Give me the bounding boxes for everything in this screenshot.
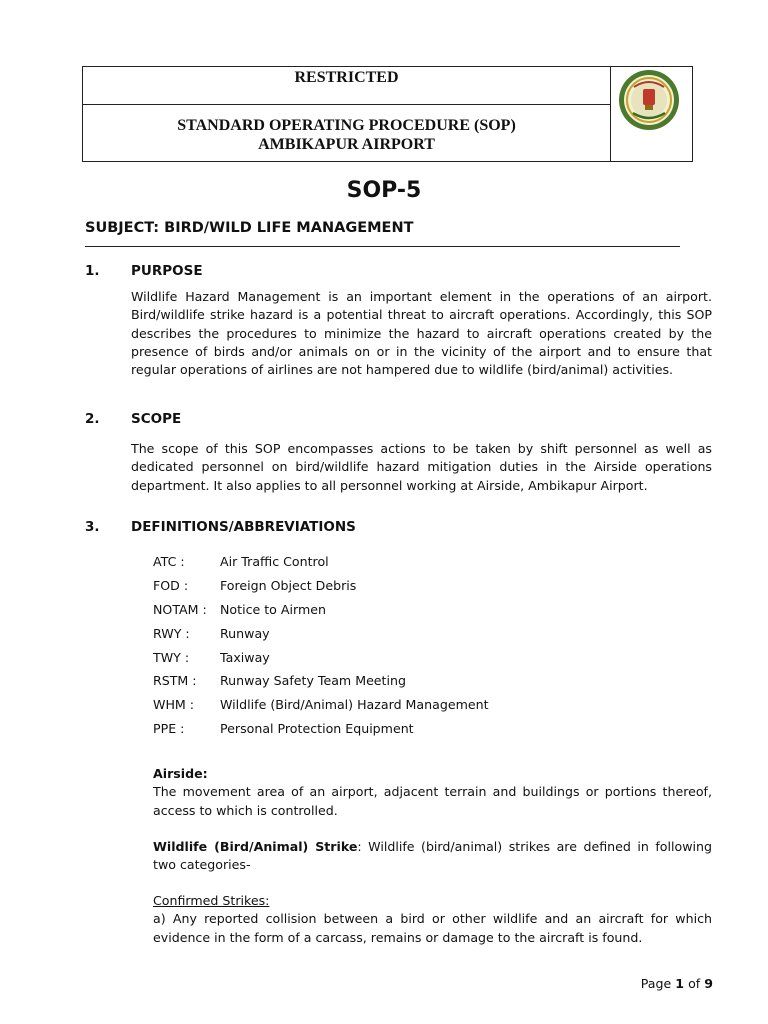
airside-term: Airside: [153, 766, 208, 781]
state-emblem-icon [618, 69, 680, 131]
page-label: Page [640, 976, 672, 991]
section-3-heading: DEFINITIONS/ABBREVIATIONS [131, 519, 356, 535]
definition-abbr: PPE : [153, 721, 185, 737]
total-pages: 9 [704, 976, 713, 991]
definition-meaning: Personal Protection Equipment [220, 721, 414, 737]
confirmed-strikes-term: Confirmed Strikes: [153, 893, 270, 908]
definition-abbr: FOD : [153, 577, 189, 593]
document-header [82, 66, 693, 162]
airside-definition [153, 765, 712, 820]
definition-meaning: Taxiway [220, 649, 270, 665]
definition-row [153, 553, 489, 577]
definition-meaning: Air Traffic Control [220, 554, 329, 569]
definition-meaning: Runway [220, 625, 270, 641]
page-number: 1 [675, 976, 685, 991]
definition-row [153, 720, 489, 744]
definition-row [153, 601, 489, 625]
definition-abbr: TWY : [153, 649, 190, 665]
definition-abbr: ATC : [153, 554, 185, 569]
wildlife-strike-term: Wildlife (Bird/Animal) Strike [153, 839, 358, 854]
definition-abbr: WHM : [153, 697, 195, 713]
definition-abbr: NOTAM : [153, 601, 207, 617]
definition-meaning: Notice to Airmen [220, 601, 326, 617]
definition-meaning: Foreign Object Debris [220, 577, 357, 593]
subject-heading: SUBJECT: BIRD/WILD LIFE MANAGEMENT [85, 220, 414, 236]
wildlife-strike-text: : Wildlife (bird/animal) strikes are defined in following two categories- [153, 839, 712, 873]
page-footer [641, 976, 713, 991]
section-1-number: 1. [85, 263, 100, 279]
definition-row [153, 625, 489, 649]
section-3-number: 3. [85, 519, 100, 535]
confirmed-strikes-block [153, 892, 712, 947]
section-2-number: 2. [85, 411, 100, 427]
definition-row [153, 696, 489, 720]
subject-divider [85, 246, 680, 247]
definition-row [153, 672, 489, 696]
confirmed-strikes-text: a) Any reported collision between a bird or other wildlife and an aircraft for which evidence in the form of a carcass, remains or damage to the aircraft is found. [153, 911, 712, 945]
of-label: of [688, 976, 701, 991]
definitions-list [153, 553, 489, 744]
section-2-body: The scope of this SOP encompasses actions to be taken by shift personnel as well as dedicated personnel on bird/wildlife hazard mitigation duties in the Airside operations department. It also applies to all personnel working at Airside, Ambikapur Airport. [131, 441, 712, 493]
airport-name: AMBIKAPUR AIRPORT [258, 136, 435, 153]
doc-type-title: STANDARD OPERATING PROCEDURE (SOP) [177, 117, 516, 134]
definition-abbr: RWY : [153, 625, 190, 641]
definition-meaning: Runway Safety Team Meeting [220, 673, 406, 689]
sop-number-title: SOP-5 [346, 178, 422, 203]
definition-meaning: Wildlife (Bird/Animal) Hazard Management [220, 697, 489, 713]
definition-row [153, 649, 489, 673]
definition-abbr: RSTM : [153, 673, 197, 689]
section-1-body: Wildlife Hazard Management is an important element in the operations of an airport. Bird/wildlife strike hazard is a potential threat to aircraft operations. Accordingly, this SOP describes the procedures to minimize the hazard to aircraft operations created by the presence of birds and/or animals on or in the vicinity of the airport and to ensure that regular operations of airlines are not hampered due to wildlife (bird/animal) activities. [131, 289, 712, 378]
section-2-heading: SCOPE [131, 411, 182, 427]
classification-label: RESTRICTED [83, 67, 610, 105]
airside-text: The movement area of an airport, adjacent terrain and buildings or portions thereof, access to which is controlled. [153, 784, 712, 818]
definition-row [153, 577, 489, 601]
header-title-block [83, 105, 610, 154]
section-1-heading: PURPOSE [131, 263, 203, 279]
header-text-cell [83, 67, 611, 161]
wildlife-strike-definition [153, 838, 712, 875]
